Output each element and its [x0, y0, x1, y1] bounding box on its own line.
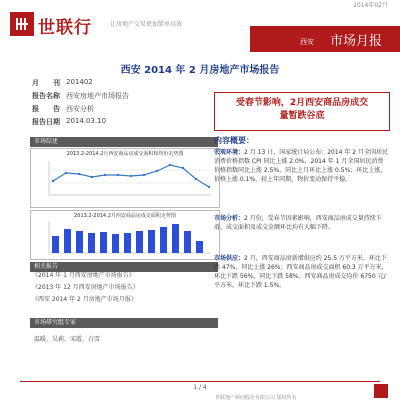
chart1-point [104, 174, 106, 176]
chart1-point [117, 174, 119, 176]
paragraph-text: 2 月 13 日，国家统计局公布：2014 年 2 月全国居民消费价格指数 CPI 同比上涨 2.0%，2014 年 1 月全国居民消费价格指数同比上涨 2.5%，同比上月环比上涨 0.5%；环比上涨，价格上涨 0.1%，较上年同期，物价变动保持平稳。 [214, 149, 388, 183]
header [0, 8, 400, 54]
chart2-bar [100, 232, 107, 253]
meta-key: 报告日期 [32, 118, 60, 126]
chart1-title: 2013.2-2014.2月西安商品房成交面积和均价走势图 [66, 151, 184, 157]
meta-value: 201402 [66, 78, 93, 86]
headline-line1: 受春节影响，2月西安商品房成交 [235, 98, 369, 108]
logo-icon [10, 12, 34, 36]
paragraph-market [214, 214, 389, 232]
chart2-title: 2013.2-2014.2月西安商品房成交面积走势图 [74, 213, 176, 219]
paragraph-macro [214, 148, 389, 184]
chart-price-trend [30, 148, 220, 208]
section-refs-header: 相关报告 [30, 262, 218, 272]
chart2-bar [172, 224, 179, 253]
section-team-header: 市场研究组专家 [30, 318, 218, 328]
meta-row [32, 117, 207, 130]
meta-row [32, 78, 207, 91]
related-report-link[interactable]: 《2014 年 1 月西安房地产市场报告》 [32, 272, 135, 279]
banner-title: 市场月报 [330, 34, 383, 49]
chart2-bar [196, 241, 203, 253]
chart2-bar [76, 231, 83, 253]
chart2-bar [112, 234, 119, 253]
paragraph-label: 宏观环境： [214, 149, 245, 156]
related-report-link[interactable]: 《2013 年 12 月西安房地产市场报告》 [32, 284, 139, 291]
chart1-point [208, 186, 210, 188]
authors: 温暖、吴莉、宋霞、白雪 [34, 336, 101, 343]
meta-value: 西安分析 [66, 105, 94, 113]
content-summary-heading: 内容概要： [214, 136, 254, 145]
chart1-point [182, 167, 184, 169]
report-banner [250, 26, 400, 52]
chart2-bar [52, 236, 59, 253]
meta-key: 报 告 [32, 105, 60, 113]
chart2-bar [136, 231, 143, 253]
meta-block [32, 78, 207, 130]
paragraph-text: 2 月，西安商品房新增供应约 25.5 万平方米，环比下跌 47%，同比上涨 26%；西安商品房成交面积 60.3 万平方米，环比下跌 56%，同比下跌 58%。西安商品房成交均价 6750 元/平方米，环比下跌 1.5%。 [214, 255, 388, 289]
paragraph-supply [214, 254, 389, 290]
footer-disclaimer: 世联地产顾问股份有限公司 版权所有 [215, 395, 297, 401]
chart1-point [78, 173, 80, 175]
chart2-bar [88, 233, 95, 253]
chart1-point [52, 180, 54, 182]
chart2-bar [124, 233, 131, 253]
chart1-point [130, 175, 132, 177]
section-market-header: 市场综述 [30, 137, 218, 147]
chart2-bar [64, 229, 71, 253]
chart2-bar [148, 230, 155, 253]
paragraph-text: 2 月份，受春节因素影响，西安商品房成交量持续下滑，成交面积及成交金额环比均有大幅下降。 [214, 215, 382, 231]
related-reports [32, 270, 212, 306]
page-number: 1 / 4 [193, 384, 207, 391]
meta-value: 2014.03.10 [66, 117, 107, 125]
page-top-label: 2014年02月 [353, 2, 388, 9]
paragraph-label: 市场供应： [214, 255, 245, 262]
footer-divider [20, 381, 380, 382]
chart1-svg [31, 149, 219, 207]
headline-line2: 量暂跌谷底 [279, 111, 325, 121]
chart2-bar [160, 227, 167, 253]
headline [215, 97, 389, 123]
related-report-link[interactable]: 《西安 2014 年 2 月房地产市场月报》 [32, 296, 137, 303]
chart1-point [195, 178, 197, 180]
meta-row [32, 91, 207, 104]
meta-key: 报告名称 [32, 92, 60, 100]
banner-city: 西安 [300, 38, 314, 46]
chart1-point [156, 170, 158, 172]
meta-value: 西安房地产市场报告 [66, 92, 129, 100]
chart1-point [169, 164, 171, 166]
chart1-point [143, 174, 145, 176]
chart1-point [91, 176, 93, 178]
chart-volume-trend [30, 210, 220, 260]
brand-name: 世联行 [38, 18, 92, 38]
paragraph-label: 市场分析： [214, 215, 245, 222]
chart2-bar [184, 231, 191, 253]
footer-logo-icon [374, 384, 388, 398]
meta-row [32, 104, 207, 117]
meta-key: 月 刊 [32, 79, 60, 87]
brand-slogan: 让房地产交易更加简单高效 [110, 21, 183, 28]
headline-box [214, 92, 390, 131]
chart1-point [65, 172, 67, 174]
document-title: 西安 2014 年 2 月房地产市场报告 [120, 65, 280, 76]
